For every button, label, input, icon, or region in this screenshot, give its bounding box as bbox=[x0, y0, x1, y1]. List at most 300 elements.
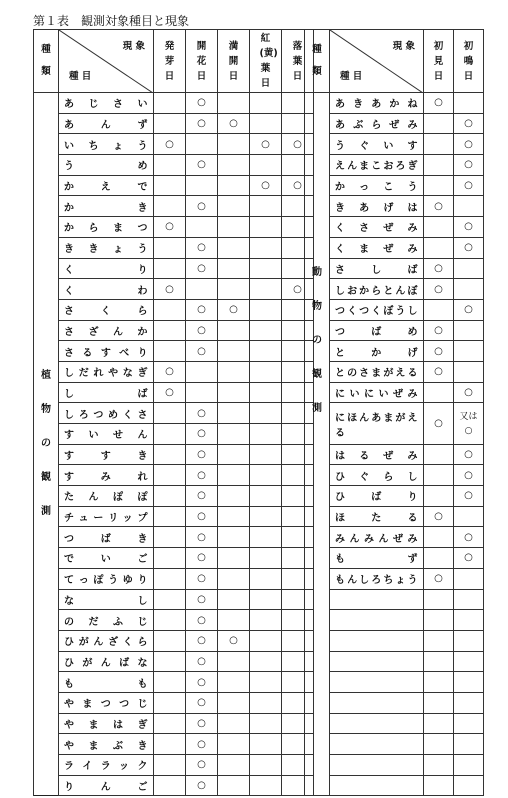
table-row bbox=[34, 486, 314, 507]
observation-mark: ○ bbox=[154, 279, 186, 300]
observation-mark bbox=[218, 589, 250, 610]
empty-cell bbox=[330, 692, 424, 713]
item-name: かっこう bbox=[330, 175, 424, 196]
observation-mark bbox=[250, 196, 282, 217]
observation-mark bbox=[250, 341, 282, 362]
empty-cell bbox=[424, 589, 454, 610]
observation-mark bbox=[250, 361, 282, 382]
observation-mark: ○ bbox=[186, 589, 218, 610]
item-label: 種 目 bbox=[340, 71, 363, 82]
category-cell bbox=[305, 93, 330, 590]
observation-mark bbox=[250, 692, 282, 713]
observation-mark bbox=[218, 713, 250, 734]
empty-cell bbox=[454, 672, 484, 693]
empty-row bbox=[305, 651, 484, 672]
table-row bbox=[34, 113, 314, 134]
observation-mark: ○ bbox=[424, 320, 454, 341]
item-name: もんしろちょう bbox=[330, 568, 424, 589]
observation-mark: ○ bbox=[186, 506, 218, 527]
observation-mark: ○ bbox=[454, 237, 484, 258]
observation-mark bbox=[154, 403, 186, 424]
observation-mark bbox=[218, 93, 250, 114]
observation-mark: ○ bbox=[186, 692, 218, 713]
item-name: うぐいす bbox=[330, 134, 424, 155]
category-cell-extension bbox=[305, 589, 330, 796]
observation-mark bbox=[218, 568, 250, 589]
table-row bbox=[34, 403, 314, 424]
table-row bbox=[305, 486, 484, 507]
observation-mark bbox=[250, 548, 282, 569]
table-row bbox=[34, 734, 314, 755]
observation-mark bbox=[154, 93, 186, 114]
item-name: しろつめくさ bbox=[59, 403, 154, 424]
category-header-char: 類 bbox=[41, 66, 51, 77]
observation-mark bbox=[250, 299, 282, 320]
observation-mark: ○ bbox=[454, 113, 484, 134]
table-row bbox=[34, 196, 314, 217]
observation-mark bbox=[250, 589, 282, 610]
observation-mark bbox=[454, 93, 484, 114]
observation-mark: ○ bbox=[454, 299, 484, 320]
empty-cell bbox=[454, 651, 484, 672]
empty-cell bbox=[424, 713, 454, 734]
phenomenon-label: 現 象 bbox=[122, 41, 145, 52]
item-name: しだれやなぎ bbox=[59, 361, 154, 382]
observation-mark bbox=[250, 506, 282, 527]
observation-mark bbox=[424, 299, 454, 320]
table-row bbox=[34, 258, 314, 279]
table-row bbox=[305, 155, 484, 176]
empty-cell bbox=[330, 734, 424, 755]
observation-mark bbox=[424, 237, 454, 258]
observation-mark bbox=[218, 320, 250, 341]
table-row bbox=[34, 175, 314, 196]
observation-mark bbox=[250, 713, 282, 734]
observation-mark bbox=[250, 651, 282, 672]
table-row bbox=[34, 299, 314, 320]
empty-cell bbox=[424, 610, 454, 631]
observation-mark bbox=[218, 548, 250, 569]
empty-cell bbox=[454, 734, 484, 755]
item-name: さるすべり bbox=[59, 341, 154, 362]
observation-mark bbox=[250, 155, 282, 176]
table-row bbox=[305, 258, 484, 279]
observation-mark: ○ bbox=[186, 299, 218, 320]
observation-mark bbox=[250, 465, 282, 486]
item-name: ライラック bbox=[59, 755, 154, 776]
observation-mark bbox=[218, 465, 250, 486]
observation-mark: ○ bbox=[424, 258, 454, 279]
column-header-text: 初見日 bbox=[433, 40, 444, 82]
observation-mark bbox=[424, 465, 454, 486]
category-char: 物 bbox=[41, 404, 51, 416]
observation-mark bbox=[250, 113, 282, 134]
observation-mark bbox=[154, 548, 186, 569]
observation-mark bbox=[250, 527, 282, 548]
table-row bbox=[305, 568, 484, 589]
table-row bbox=[305, 382, 484, 403]
empty-cell bbox=[424, 755, 454, 776]
observation-mark bbox=[218, 506, 250, 527]
category-header-char: 類 bbox=[312, 66, 322, 77]
table-row bbox=[34, 548, 314, 569]
table-row bbox=[305, 196, 484, 217]
observation-mark bbox=[218, 651, 250, 672]
item-name: きあげは bbox=[330, 196, 424, 217]
observation-mark bbox=[218, 382, 250, 403]
observation-mark: ○ bbox=[154, 382, 186, 403]
category-char: 動 bbox=[312, 267, 322, 278]
empty-row bbox=[305, 775, 484, 796]
observation-mark: ○ bbox=[454, 382, 484, 403]
empty-cell bbox=[330, 672, 424, 693]
observation-mark bbox=[218, 175, 250, 196]
table-row bbox=[34, 320, 314, 341]
observation-mark: ○ bbox=[186, 465, 218, 486]
observation-mark bbox=[218, 258, 250, 279]
observation-mark bbox=[218, 134, 250, 155]
observation-mark: ○ bbox=[218, 299, 250, 320]
observation-mark bbox=[186, 217, 218, 238]
item-name: ひぐらし bbox=[330, 465, 424, 486]
column-header bbox=[250, 30, 282, 93]
item-name: あぶらぜみ bbox=[330, 113, 424, 134]
category-cell bbox=[34, 93, 59, 796]
observation-mark: ○ bbox=[186, 237, 218, 258]
observation-mark: ○ bbox=[186, 486, 218, 507]
observation-mark bbox=[218, 424, 250, 445]
observation-mark bbox=[424, 217, 454, 238]
table-row bbox=[34, 589, 314, 610]
empty-row bbox=[305, 672, 484, 693]
table-row bbox=[305, 175, 484, 196]
table-row bbox=[305, 465, 484, 486]
empty-cell bbox=[330, 651, 424, 672]
item-name: くり bbox=[59, 258, 154, 279]
item-name: もも bbox=[59, 672, 154, 693]
observation-mark: ○ bbox=[186, 155, 218, 176]
category-char: 植 bbox=[41, 370, 51, 382]
table-row bbox=[34, 568, 314, 589]
column-header bbox=[424, 30, 454, 93]
observation-mark: ○ bbox=[424, 196, 454, 217]
item-name: にいにいぜみ bbox=[330, 382, 424, 403]
observation-mark: ○ bbox=[186, 548, 218, 569]
observation-mark: ○ bbox=[454, 444, 484, 465]
item-name: やまつつじ bbox=[59, 692, 154, 713]
table-row bbox=[305, 237, 484, 258]
observation-mark bbox=[154, 258, 186, 279]
column-header bbox=[218, 30, 250, 93]
table-row bbox=[305, 444, 484, 465]
observation-mark bbox=[218, 237, 250, 258]
header-row bbox=[305, 30, 484, 93]
item-name: みんみんぜみ bbox=[330, 527, 424, 548]
table-row bbox=[34, 279, 314, 300]
observation-mark: ○ bbox=[186, 527, 218, 548]
observation-mark bbox=[250, 403, 282, 424]
category-header-char: 種 bbox=[312, 44, 322, 55]
observation-mark: ○ bbox=[218, 113, 250, 134]
item-name: はるぜみ bbox=[330, 444, 424, 465]
observation-mark bbox=[154, 775, 186, 796]
observation-mark: ○ bbox=[454, 465, 484, 486]
observation-mark bbox=[424, 527, 454, 548]
item-name: つばめ bbox=[330, 320, 424, 341]
observation-mark bbox=[250, 217, 282, 238]
observation-mark: ○ bbox=[424, 506, 454, 527]
observation-mark: ○ bbox=[282, 134, 314, 155]
empty-cell bbox=[454, 713, 484, 734]
table-row bbox=[305, 527, 484, 548]
observation-mark bbox=[250, 93, 282, 114]
table-row bbox=[305, 299, 484, 320]
observation-mark bbox=[154, 424, 186, 445]
observation-mark bbox=[250, 734, 282, 755]
item-name: かき bbox=[59, 196, 154, 217]
item-name: チューリップ bbox=[59, 506, 154, 527]
diagonal-header bbox=[59, 30, 154, 93]
observation-mark bbox=[250, 610, 282, 631]
empty-cell bbox=[454, 692, 484, 713]
observation-mark bbox=[186, 175, 218, 196]
table-row bbox=[34, 444, 314, 465]
observation-mark: ○ bbox=[454, 175, 484, 196]
empty-cell bbox=[454, 755, 484, 776]
item-name: もず bbox=[330, 548, 424, 569]
observation-mark: ○ bbox=[454, 134, 484, 155]
observation-mark bbox=[154, 465, 186, 486]
observation-mark bbox=[424, 175, 454, 196]
column-header-text: 初鳴日 bbox=[463, 40, 474, 82]
item-name: しば bbox=[59, 382, 154, 403]
observation-mark bbox=[250, 755, 282, 776]
table-row bbox=[34, 382, 314, 403]
item-name: ほたる bbox=[330, 506, 424, 527]
item-name: にほんあまがえる bbox=[330, 403, 424, 444]
observation-mark bbox=[186, 361, 218, 382]
observation-mark bbox=[218, 527, 250, 548]
observation-mark bbox=[154, 610, 186, 631]
observation-mark bbox=[154, 341, 186, 362]
observation-mark bbox=[154, 692, 186, 713]
empty-cell bbox=[454, 630, 484, 651]
table-row bbox=[34, 630, 314, 651]
table-row bbox=[305, 506, 484, 527]
item-name: りんご bbox=[59, 775, 154, 796]
item-name: のだふじ bbox=[59, 610, 154, 631]
observation-mark: ○ bbox=[218, 630, 250, 651]
table-row bbox=[34, 155, 314, 176]
observation-mark bbox=[218, 692, 250, 713]
item-name: ききょう bbox=[59, 237, 154, 258]
observation-mark: ○ bbox=[424, 341, 454, 362]
observation-mark bbox=[454, 279, 484, 300]
table-row bbox=[305, 548, 484, 569]
empty-cell bbox=[454, 775, 484, 796]
observation-mark: ○ bbox=[424, 403, 454, 444]
observation-mark bbox=[154, 755, 186, 776]
item-name: とかげ bbox=[330, 341, 424, 362]
observation-mark: ○ bbox=[186, 424, 218, 445]
observation-mark bbox=[154, 299, 186, 320]
table-row bbox=[34, 672, 314, 693]
observation-mark bbox=[154, 506, 186, 527]
empty-row bbox=[305, 610, 484, 631]
observation-mark bbox=[154, 672, 186, 693]
observation-mark bbox=[250, 382, 282, 403]
table-row bbox=[34, 651, 314, 672]
item-name: いちょう bbox=[59, 134, 154, 155]
item-name: すすき bbox=[59, 444, 154, 465]
observation-mark: ○ bbox=[186, 444, 218, 465]
observation-mark: ○ bbox=[250, 134, 282, 155]
observation-mark bbox=[218, 196, 250, 217]
empty-row bbox=[305, 692, 484, 713]
category-char: 測 bbox=[41, 506, 51, 518]
observation-mark bbox=[454, 196, 484, 217]
observation-mark bbox=[154, 320, 186, 341]
observation-mark: ○ bbox=[454, 527, 484, 548]
observation-mark bbox=[154, 486, 186, 507]
observation-mark bbox=[454, 341, 484, 362]
item-name: つくつくぼうし bbox=[330, 299, 424, 320]
observation-mark bbox=[154, 237, 186, 258]
observation-mark bbox=[218, 217, 250, 238]
empty-cell bbox=[330, 755, 424, 776]
column-header bbox=[154, 30, 186, 93]
table-row bbox=[305, 113, 484, 134]
empty-cell bbox=[330, 630, 424, 651]
empty-row bbox=[305, 630, 484, 651]
observation-mark bbox=[454, 403, 484, 444]
observation-mark bbox=[250, 775, 282, 796]
item-name: なし bbox=[59, 589, 154, 610]
observation-mark bbox=[424, 548, 454, 569]
observation-mark bbox=[250, 444, 282, 465]
column-header-text: 紅(黄)葉日 bbox=[259, 33, 278, 89]
observation-mark: ○ bbox=[186, 320, 218, 341]
observation-mark bbox=[154, 651, 186, 672]
observation-mark: ○ bbox=[186, 734, 218, 755]
item-name: やまぶき bbox=[59, 734, 154, 755]
item-name: すいせん bbox=[59, 424, 154, 445]
empty-row bbox=[305, 589, 484, 610]
observation-mark bbox=[218, 755, 250, 776]
alt-mark: 又は○ bbox=[459, 411, 478, 436]
observation-mark: ○ bbox=[282, 175, 314, 196]
category-header bbox=[305, 30, 330, 93]
observation-mark bbox=[218, 775, 250, 796]
empty-row bbox=[305, 713, 484, 734]
empty-cell bbox=[330, 775, 424, 796]
observation-mark bbox=[454, 361, 484, 382]
item-name: さざんか bbox=[59, 320, 154, 341]
category-char: の bbox=[41, 438, 51, 450]
item-name: あきあかね bbox=[330, 93, 424, 114]
empty-cell bbox=[424, 734, 454, 755]
animal-observation-table bbox=[304, 29, 484, 796]
item-name: からまつ bbox=[59, 217, 154, 238]
plant-observation-table bbox=[33, 29, 314, 796]
diagonal-header bbox=[330, 30, 424, 93]
observation-mark bbox=[154, 589, 186, 610]
empty-cell bbox=[454, 610, 484, 631]
table-row bbox=[305, 341, 484, 362]
observation-mark: ○ bbox=[186, 713, 218, 734]
observation-mark bbox=[154, 155, 186, 176]
item-name: しおからとんぼ bbox=[330, 279, 424, 300]
observation-mark: ○ bbox=[424, 279, 454, 300]
table-row bbox=[305, 134, 484, 155]
item-name: てっぽうゆり bbox=[59, 568, 154, 589]
table-row bbox=[34, 610, 314, 631]
observation-mark: ○ bbox=[186, 403, 218, 424]
observation-mark bbox=[218, 672, 250, 693]
table-row bbox=[34, 361, 314, 382]
observation-mark bbox=[454, 568, 484, 589]
observation-mark: ○ bbox=[454, 486, 484, 507]
observation-mark bbox=[218, 734, 250, 755]
observation-mark bbox=[218, 155, 250, 176]
observation-mark bbox=[250, 237, 282, 258]
observation-mark: ○ bbox=[186, 651, 218, 672]
observation-mark bbox=[250, 424, 282, 445]
observation-mark bbox=[250, 320, 282, 341]
table-row bbox=[34, 424, 314, 445]
table-row bbox=[34, 692, 314, 713]
empty-cell bbox=[330, 713, 424, 734]
empty-cell bbox=[424, 775, 454, 796]
table-caption: 第１表 観測対象種目と現象 bbox=[33, 14, 190, 28]
observation-mark bbox=[154, 113, 186, 134]
observation-mark bbox=[424, 486, 454, 507]
item-name: うめ bbox=[59, 155, 154, 176]
observation-mark bbox=[424, 113, 454, 134]
category-char: の bbox=[312, 335, 322, 346]
empty-cell bbox=[424, 692, 454, 713]
item-name: あじさい bbox=[59, 93, 154, 114]
observation-mark bbox=[424, 382, 454, 403]
observation-mark bbox=[154, 444, 186, 465]
empty-row bbox=[305, 734, 484, 755]
observation-mark bbox=[154, 713, 186, 734]
observation-mark bbox=[454, 506, 484, 527]
item-name: やまはぎ bbox=[59, 713, 154, 734]
item-name: すみれ bbox=[59, 465, 154, 486]
observation-mark bbox=[154, 196, 186, 217]
empty-cell bbox=[330, 610, 424, 631]
item-name: くさぜみ bbox=[330, 217, 424, 238]
table-row bbox=[305, 320, 484, 341]
item-name: たんぽぽ bbox=[59, 486, 154, 507]
observation-mark bbox=[154, 630, 186, 651]
item-name: さくら bbox=[59, 299, 154, 320]
observation-mark bbox=[218, 403, 250, 424]
item-name: とのさまがえる bbox=[330, 361, 424, 382]
observation-mark bbox=[186, 382, 218, 403]
empty-cell bbox=[330, 589, 424, 610]
observation-mark: ○ bbox=[186, 341, 218, 362]
observation-mark bbox=[154, 734, 186, 755]
item-name: つばき bbox=[59, 527, 154, 548]
empty-cell bbox=[424, 630, 454, 651]
observation-mark bbox=[250, 630, 282, 651]
column-header-text: 発芽日 bbox=[164, 40, 175, 82]
item-name: かえで bbox=[59, 175, 154, 196]
table-row bbox=[34, 775, 314, 796]
observation-mark: ○ bbox=[186, 610, 218, 631]
